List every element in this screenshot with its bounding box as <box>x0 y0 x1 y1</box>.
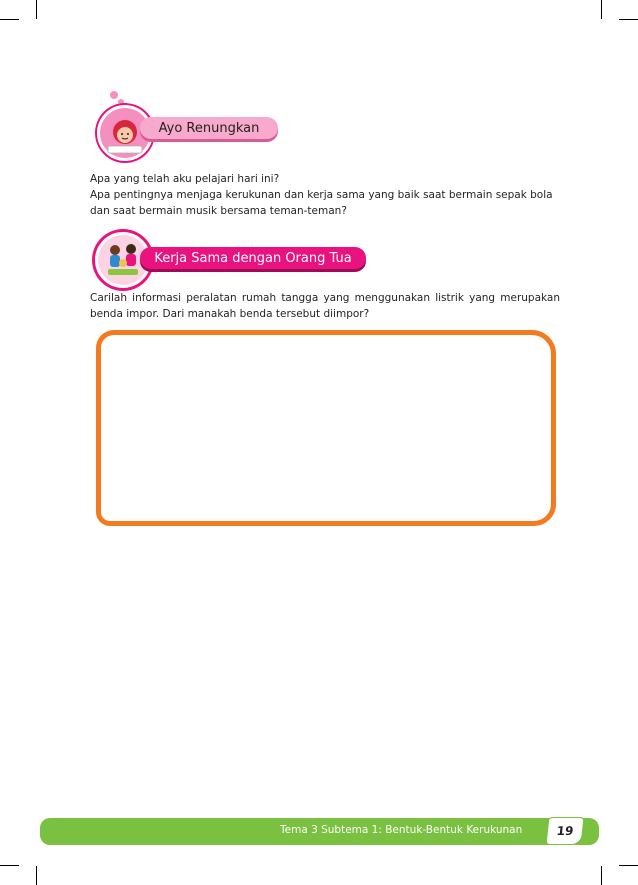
answer-box[interactable] <box>96 330 556 526</box>
page-number-label: 19 <box>555 824 575 838</box>
reflect-question-1: Apa yang telah aku pelajari hari ini? <box>90 173 280 185</box>
reflect-question-2: Apa pentingnya menjaga kerukunan dan kerja sama yang baik saat bermain sepak bola dan saat bermain musik bersama teman-teman? <box>90 189 553 217</box>
page-number <box>546 817 585 845</box>
reflect-text <box>90 171 560 219</box>
footer-theme-text: Tema 3 Subtema 1: Bentuk-Bentuk Kerukunan <box>280 824 523 836</box>
parents-task-text: Carilah informasi peralatan rumah tangga yang menggunakan listrik yang merupakan benda impor. Dari manakah benda tersebut diimpor? <box>90 292 560 320</box>
reflect-title-badge <box>140 117 278 139</box>
thought-bubble-icon <box>110 91 118 99</box>
parents-title-badge <box>140 247 366 269</box>
parents-title: Kerja Sama dengan Orang Tua <box>154 250 352 266</box>
reflect-title: Ayo Renungkan <box>158 120 260 136</box>
